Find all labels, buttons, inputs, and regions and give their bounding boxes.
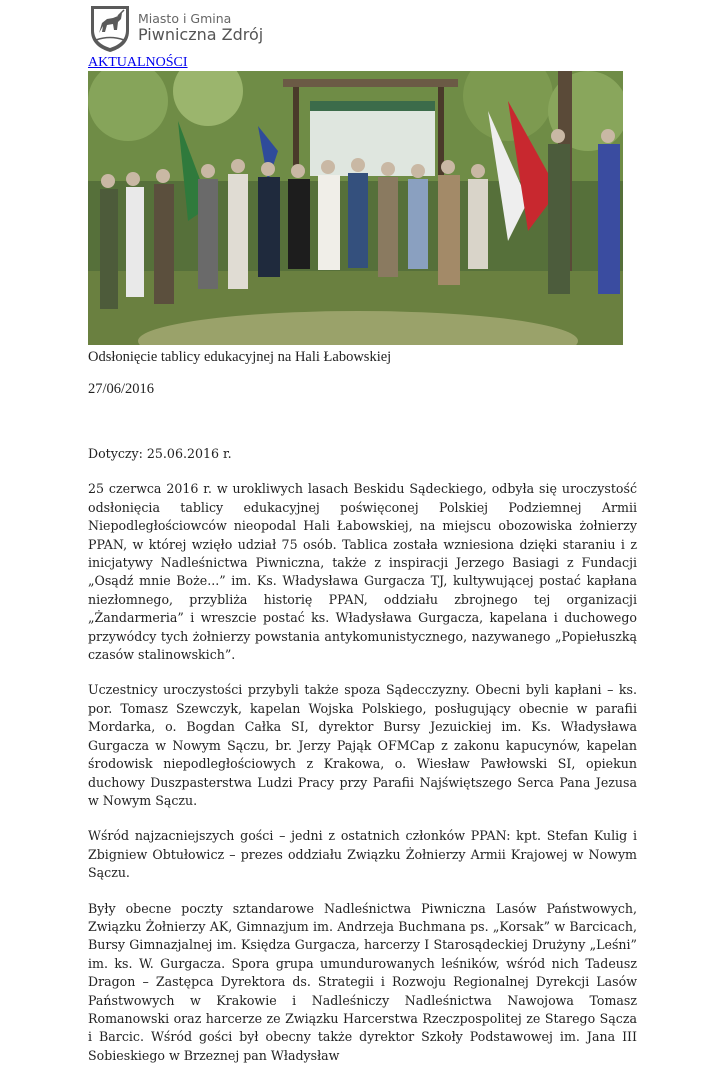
article-paragraph: Dotyczy: 25.06.2016 r. [88,446,232,461]
article-date: 27/06/2016 [88,381,155,397]
article-paragraph: Wśród najzacniejszych gości – jedni z ostatnich członków PPAN: kpt. Stefan Kulig i Zbigniew Obtułowicz – prezes oddziału Związku Żołnierzy Armii Krajowej w Nowym Sączu. [88,828,637,881]
logo-text [138,12,263,45]
article-title: Odsłonięcie tablicy edukacyjnej na Hali Łabowskiej [88,349,392,365]
category-link[interactable]: AKTUALNOŚCI [88,55,188,70]
article-content [88,445,637,1082]
coat-of-arms-icon [88,3,132,53]
article-paragraph: 25 czerwca 2016 r. w urokliwych lasach Beskidu Sądeckiego, odbyła się uroczystość odsłonięcia tablicy edukacyjnej poświęconej Polskiej Podziemnej Armii Niepodległościowców nieopodal Hali Łabowskiej, na miejscu obozowiska żołnierzy PPAN, w której wzięło udział 75 osób. Tablica została wzniesiona dzięki staraniu i z inicjatywy Nadleśnictwa Piwniczna, także z inspiracji Jerzego Basiagi z Fundacji „Osądź mnie Boże...” im. Ks. Władysława Gurgacza TJ, kultywującej postać kapłana niezłomnego, przybliża historię PPAN, oddziału zbrojnego tej organizacji „Żandarmeria” i wreszcie postać ks. Władysława Gurgacza, kapelana i duchowego przywódcy tych żołnierzy powstania antykomunistycznego, nazywanego „Popiełuszką czasów stalinowskich”. [88,481,637,663]
logo-line1: Miasto i Gmina [138,10,232,26]
logo-line2: Piwniczna Zdrój [138,24,264,44]
article-paragraph: Uczestnicy uroczystości przybyli także spoza Sądecczyzny. Obecni byli kapłani – ks. por. Tomasz Szewczyk, kapelan Wojska Polskiego, posługujący obecnie w parafii Mordarka, o. Bogdan Całka SI, dyrektor Bursy Jezuickiej im. Ks. Władysława Gurgacza w Nowym Sączu, br. Jerzy Pająk OFMCap z zakonu kapucynów, kapelan środowisk niepodległościowych z Krakowa, o. Wiesław Pawłowski SI, opiekun duchowy Duszpasterstwa Ludzi Pracy przy Parafii Najświętszego Serca Pana Jezusa w Nowym Sączu. [88,682,637,808]
article-photo [88,71,623,345]
site-logo[interactable] [88,2,263,54]
article-paragraph: Były obecne poczty sztandarowe Nadleśnictwa Piwniczna Lasów Państwowych, Związku Żołnierzy AK, Gimnazjum im. Andrzeja Buchmana ps. „Korsak” w Barcicach, Bursy Gimnazjalnej im. Księdza Gurgacza, harcerzy I Starosądeckiej Drużyny „Leśni” im. ks. W. Gurgacza. Spora grupa umundurowanych leśników, wśród nich Tadeusz Dragon – Zastępca Dyrektora ds. Strategii i Rozwoju Regionalnej Dyrekcji Lasów Państwowych w Krakowie i Nadleśniczy Nadleśnictwa Nawojowa Tomasz Romanowski oraz harcerze ze Związku Harcerstwa Rzeczpospolitej ze Starego Sącza i Barcic. Wśród gości był obecny także dyrektor Szkoły Podstawowej im. Jana III Sobieskiego w Brzeznej pan Władysław [88,900,637,1063]
